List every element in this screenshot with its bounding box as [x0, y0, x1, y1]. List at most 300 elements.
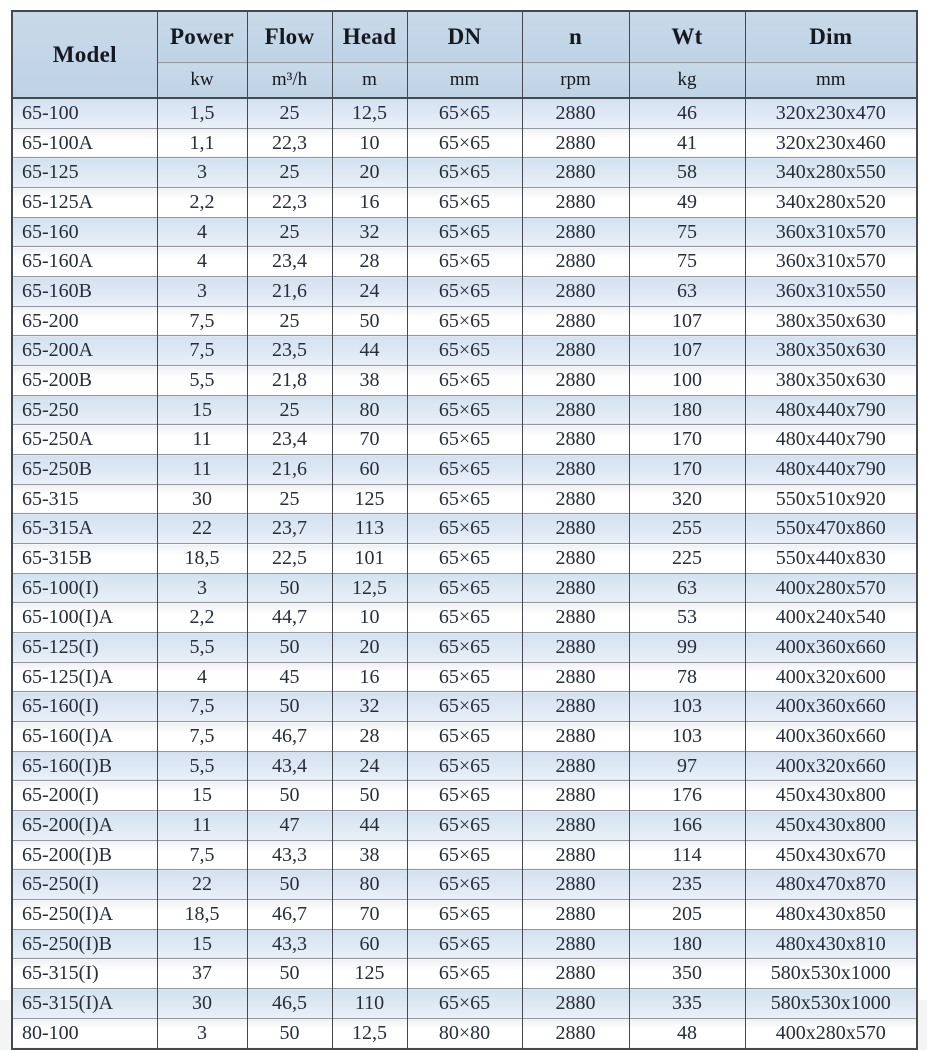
cell-flow: 50	[247, 573, 332, 603]
cell-power: 1,1	[157, 128, 247, 158]
cell-model: 65-125A	[12, 188, 157, 218]
cell-dim: 360x310x570	[745, 217, 917, 247]
table-row-partial	[12, 1018, 917, 1048]
header-head: Head	[332, 11, 407, 63]
cell-dim: 480x430x850	[745, 900, 917, 930]
cell-dn: 65×65	[407, 128, 522, 158]
cell-model: 65-315(I)A	[12, 989, 157, 1019]
cell-wt: 166	[629, 811, 745, 841]
cell-model: 65-315(I)	[12, 959, 157, 989]
cell-dim: 580x530x1000	[745, 989, 917, 1019]
cell-wt: 255	[629, 514, 745, 544]
table-row	[12, 811, 917, 841]
cell-head: 12,5	[332, 98, 407, 128]
cell-wt: 103	[629, 692, 745, 722]
cell-model: 65-200A	[12, 336, 157, 366]
cell-dn: 65×65	[407, 722, 522, 752]
cell-model: 65-160(I)B	[12, 751, 157, 781]
cell-model: 65-160	[12, 217, 157, 247]
cell-head: 125	[332, 959, 407, 989]
cell-flow: 46,7	[247, 722, 332, 752]
cell-wt: 107	[629, 306, 745, 336]
cell-n: 2880	[522, 277, 629, 307]
cell-wt: 48	[629, 1018, 745, 1048]
cell-head: 10	[332, 128, 407, 158]
cell-n: 2880	[522, 336, 629, 366]
cell-n: 2880	[522, 781, 629, 811]
cell-wt: 99	[629, 633, 745, 663]
cell-flow: 23,7	[247, 514, 332, 544]
cell-head: 50	[332, 781, 407, 811]
cell-model: 65-200	[12, 306, 157, 336]
cell-dim: 480x440x790	[745, 455, 917, 485]
table-row	[12, 989, 917, 1019]
cell-head: 38	[332, 840, 407, 870]
cell-model: 65-315B	[12, 544, 157, 574]
cell-dim: 320x230x460	[745, 128, 917, 158]
cell-head: 44	[332, 336, 407, 366]
cell-power: 11	[157, 425, 247, 455]
cell-power: 15	[157, 395, 247, 425]
cell-n: 2880	[522, 395, 629, 425]
cell-dn: 65×65	[407, 158, 522, 188]
unit-head: m	[332, 63, 407, 99]
cell-dn: 65×65	[407, 217, 522, 247]
cell-wt: 97	[629, 751, 745, 781]
cell-wt: 350	[629, 959, 745, 989]
cell-dn: 65×65	[407, 573, 522, 603]
cell-flow: 25	[247, 306, 332, 336]
cell-wt: 100	[629, 366, 745, 396]
cell-wt: 75	[629, 217, 745, 247]
unit-n: rpm	[522, 63, 629, 99]
cell-wt: 103	[629, 722, 745, 752]
cell-head: 32	[332, 692, 407, 722]
cell-dn: 65×65	[407, 900, 522, 930]
cell-dim: 380x350x630	[745, 336, 917, 366]
cell-power: 7,5	[157, 840, 247, 870]
cell-dim: 580x530x1000	[745, 959, 917, 989]
table-row	[12, 544, 917, 574]
cell-wt: 49	[629, 188, 745, 218]
cell-power: 18,5	[157, 900, 247, 930]
table-row	[12, 751, 917, 781]
cell-power: 3	[157, 573, 247, 603]
cell-power: 3	[157, 158, 247, 188]
cell-dim: 480x470x870	[745, 870, 917, 900]
cell-model: 65-250B	[12, 455, 157, 485]
cell-model: 65-100(I)	[12, 573, 157, 603]
cell-flow: 50	[247, 692, 332, 722]
table-row	[12, 336, 917, 366]
table-row	[12, 366, 917, 396]
cell-model: 65-125(I)	[12, 633, 157, 663]
cell-dn: 65×65	[407, 395, 522, 425]
cell-head: 125	[332, 484, 407, 514]
cell-power: 4	[157, 247, 247, 277]
cell-n: 2880	[522, 514, 629, 544]
cell-dim: 480x440x790	[745, 425, 917, 455]
cell-dn: 65×65	[407, 989, 522, 1019]
cell-dn: 65×65	[407, 840, 522, 870]
cell-wt: 180	[629, 929, 745, 959]
cell-n: 2880	[522, 544, 629, 574]
unit-dn: mm	[407, 63, 522, 99]
cell-power: 7,5	[157, 722, 247, 752]
cell-n: 2880	[522, 870, 629, 900]
cell-dn: 65×65	[407, 366, 522, 396]
cell-model: 65-100A	[12, 128, 157, 158]
cell-flow: 43,3	[247, 929, 332, 959]
cell-power: 4	[157, 662, 247, 692]
cell-flow: 21,8	[247, 366, 332, 396]
cell-dim: 400x280x570	[745, 573, 917, 603]
cell-wt: 205	[629, 900, 745, 930]
cell-n: 2880	[522, 247, 629, 277]
cell-model: 65-200(I)B	[12, 840, 157, 870]
cell-dn: 65×65	[407, 98, 522, 128]
cell-dim: 400x360x660	[745, 692, 917, 722]
cell-wt: 335	[629, 989, 745, 1019]
cell-dn: 65×65	[407, 603, 522, 633]
cell-model: 65-250	[12, 395, 157, 425]
cell-head: 80	[332, 870, 407, 900]
table-row	[12, 959, 917, 989]
cell-dim: 400x240x540	[745, 603, 917, 633]
cell-wt: 114	[629, 840, 745, 870]
cell-model: 65-315A	[12, 514, 157, 544]
cell-wt: 75	[629, 247, 745, 277]
cell-dn: 65×65	[407, 514, 522, 544]
cell-flow: 25	[247, 217, 332, 247]
cell-flow: 45	[247, 662, 332, 692]
cell-flow: 46,5	[247, 989, 332, 1019]
table-row	[12, 929, 917, 959]
cell-dn: 65×65	[407, 662, 522, 692]
unit-flow: m³/h	[247, 63, 332, 99]
cell-wt: 235	[629, 870, 745, 900]
table-row	[12, 840, 917, 870]
cell-model: 65-160(I)	[12, 692, 157, 722]
cell-power: 22	[157, 514, 247, 544]
cell-model: 65-100	[12, 98, 157, 128]
cell-n: 2880	[522, 573, 629, 603]
cell-flow: 23,4	[247, 247, 332, 277]
cell-flow: 23,5	[247, 336, 332, 366]
cell-n: 2880	[522, 484, 629, 514]
cell-power: 11	[157, 455, 247, 485]
cell-wt: 170	[629, 425, 745, 455]
cell-power: 15	[157, 781, 247, 811]
cell-power: 30	[157, 989, 247, 1019]
cell-dn: 65×65	[407, 188, 522, 218]
cell-dim: 360x310x570	[745, 247, 917, 277]
cell-power: 15	[157, 929, 247, 959]
cell-n: 2880	[522, 1018, 629, 1048]
cell-head: 28	[332, 722, 407, 752]
cell-model: 65-250(I)B	[12, 929, 157, 959]
table-row	[12, 128, 917, 158]
cell-flow: 43,4	[247, 751, 332, 781]
cell-dim: 550x470x860	[745, 514, 917, 544]
cell-head: 20	[332, 158, 407, 188]
cell-head: 70	[332, 425, 407, 455]
cell-head: 101	[332, 544, 407, 574]
cell-model: 65-160(I)A	[12, 722, 157, 752]
cell-n: 2880	[522, 98, 629, 128]
cell-dim: 400x360x660	[745, 633, 917, 663]
cell-dim: 480x440x790	[745, 395, 917, 425]
table-row	[12, 247, 917, 277]
cell-flow: 25	[247, 158, 332, 188]
cell-flow: 50	[247, 781, 332, 811]
cell-flow: 22,5	[247, 544, 332, 574]
cell-dn: 65×65	[407, 425, 522, 455]
cell-model: 65-125	[12, 158, 157, 188]
cell-power: 37	[157, 959, 247, 989]
cell-model: 65-250(I)	[12, 870, 157, 900]
cell-model: 65-315	[12, 484, 157, 514]
cell-power: 2,2	[157, 188, 247, 218]
header-model: Model	[12, 11, 157, 98]
table-row	[12, 455, 917, 485]
cell-head: 44	[332, 811, 407, 841]
cell-dim: 450x430x800	[745, 781, 917, 811]
cell-flow: 46,7	[247, 900, 332, 930]
cell-flow: 50	[247, 870, 332, 900]
cell-dn: 65×65	[407, 247, 522, 277]
cell-head: 70	[332, 900, 407, 930]
cell-dim: 480x430x810	[745, 929, 917, 959]
table-row	[12, 722, 917, 752]
cell-n: 2880	[522, 217, 629, 247]
cell-head: 20	[332, 633, 407, 663]
cell-dn: 65×65	[407, 277, 522, 307]
cell-n: 2880	[522, 455, 629, 485]
cell-model: 65-200(I)	[12, 781, 157, 811]
header-wt: Wt	[629, 11, 745, 63]
cell-n: 2880	[522, 188, 629, 218]
cell-n: 2880	[522, 633, 629, 663]
cell-dim: 340x280x520	[745, 188, 917, 218]
cell-flow: 21,6	[247, 455, 332, 485]
cell-dn: 65×65	[407, 633, 522, 663]
cell-dn: 80×80	[407, 1018, 522, 1048]
cell-power: 5,5	[157, 751, 247, 781]
cell-n: 2880	[522, 425, 629, 455]
cell-power: 7,5	[157, 306, 247, 336]
cell-model: 65-250(I)A	[12, 900, 157, 930]
header-dim: Dim	[745, 11, 917, 63]
header-power: Power	[157, 11, 247, 63]
table-row	[12, 603, 917, 633]
cell-wt: 170	[629, 455, 745, 485]
cell-dim: 380x350x630	[745, 366, 917, 396]
cell-dim: 450x430x670	[745, 840, 917, 870]
cell-head: 16	[332, 662, 407, 692]
cell-power: 7,5	[157, 336, 247, 366]
cell-n: 2880	[522, 306, 629, 336]
table-row	[12, 98, 917, 128]
cell-dim: 340x280x550	[745, 158, 917, 188]
cell-n: 2880	[522, 929, 629, 959]
cell-head: 60	[332, 455, 407, 485]
cell-dim: 550x440x830	[745, 544, 917, 574]
table-row	[12, 573, 917, 603]
cell-n: 2880	[522, 811, 629, 841]
table-row	[12, 395, 917, 425]
cell-power: 7,5	[157, 692, 247, 722]
cell-flow: 22,3	[247, 128, 332, 158]
cell-dn: 65×65	[407, 692, 522, 722]
cell-head: 110	[332, 989, 407, 1019]
cell-power: 2,2	[157, 603, 247, 633]
cell-dn: 65×65	[407, 455, 522, 485]
cell-wt: 58	[629, 158, 745, 188]
cell-head: 10	[332, 603, 407, 633]
cell-head: 12,5	[332, 573, 407, 603]
cell-flow: 43,3	[247, 840, 332, 870]
table-row	[12, 277, 917, 307]
cell-flow: 23,4	[247, 425, 332, 455]
cell-dim: 450x430x800	[745, 811, 917, 841]
cell-n: 2880	[522, 366, 629, 396]
cell-flow: 47	[247, 811, 332, 841]
cell-model: 65-200(I)A	[12, 811, 157, 841]
cell-flow: 25	[247, 395, 332, 425]
cell-head: 24	[332, 277, 407, 307]
cell-model: 65-250A	[12, 425, 157, 455]
cell-wt: 180	[629, 395, 745, 425]
cell-head: 113	[332, 514, 407, 544]
cell-model: 80-100	[12, 1018, 157, 1048]
table-row	[12, 900, 917, 930]
table-row	[12, 217, 917, 247]
cell-dim: 550x510x920	[745, 484, 917, 514]
cell-power: 18,5	[157, 544, 247, 574]
cell-flow: 50	[247, 1018, 332, 1048]
table-row	[12, 692, 917, 722]
cell-wt: 41	[629, 128, 745, 158]
cell-wt: 78	[629, 662, 745, 692]
cell-model: 65-125(I)A	[12, 662, 157, 692]
cell-head: 12,5	[332, 1018, 407, 1048]
unit-power: kw	[157, 63, 247, 99]
header-n: n	[522, 11, 629, 63]
cell-power: 4	[157, 217, 247, 247]
cell-wt: 53	[629, 603, 745, 633]
cell-dim: 400x320x660	[745, 751, 917, 781]
cell-flow: 25	[247, 98, 332, 128]
cell-dim: 360x310x550	[745, 277, 917, 307]
cell-head: 50	[332, 306, 407, 336]
cell-head: 28	[332, 247, 407, 277]
cell-power: 5,5	[157, 366, 247, 396]
cell-flow: 21,6	[247, 277, 332, 307]
cell-n: 2880	[522, 840, 629, 870]
cell-dn: 65×65	[407, 929, 522, 959]
cell-wt: 225	[629, 544, 745, 574]
cell-n: 2880	[522, 692, 629, 722]
cell-head: 24	[332, 751, 407, 781]
header-dn: DN	[407, 11, 522, 63]
cell-model: 65-200B	[12, 366, 157, 396]
cell-dim: 400x320x600	[745, 662, 917, 692]
cell-dn: 65×65	[407, 751, 522, 781]
cell-n: 2880	[522, 128, 629, 158]
cell-flow: 50	[247, 633, 332, 663]
cell-head: 32	[332, 217, 407, 247]
pump-spec-table	[11, 10, 918, 1050]
cell-dim: 320x230x470	[745, 98, 917, 128]
cell-power: 3	[157, 1018, 247, 1048]
unit-wt: kg	[629, 63, 745, 99]
cell-flow: 22,3	[247, 188, 332, 218]
cell-n: 2880	[522, 722, 629, 752]
cell-n: 2880	[522, 959, 629, 989]
unit-dim: mm	[745, 63, 917, 99]
cell-power: 22	[157, 870, 247, 900]
cell-head: 60	[332, 929, 407, 959]
cell-flow: 50	[247, 959, 332, 989]
table-header	[12, 11, 917, 98]
cell-dim: 400x280x570	[745, 1018, 917, 1048]
table-row	[12, 870, 917, 900]
cell-head: 16	[332, 188, 407, 218]
cell-wt: 107	[629, 336, 745, 366]
cell-head: 38	[332, 366, 407, 396]
cell-dn: 65×65	[407, 811, 522, 841]
header-flow: Flow	[247, 11, 332, 63]
cell-n: 2880	[522, 158, 629, 188]
table-row	[12, 781, 917, 811]
cell-n: 2880	[522, 989, 629, 1019]
cell-n: 2880	[522, 751, 629, 781]
cell-power: 1,5	[157, 98, 247, 128]
cell-dn: 65×65	[407, 959, 522, 989]
cell-model: 65-160A	[12, 247, 157, 277]
table-body	[12, 98, 917, 1049]
cell-wt: 176	[629, 781, 745, 811]
cell-power: 3	[157, 277, 247, 307]
table-row	[12, 306, 917, 336]
table-row	[12, 158, 917, 188]
cell-dim: 400x360x660	[745, 722, 917, 752]
cell-n: 2880	[522, 603, 629, 633]
cell-model: 65-160B	[12, 277, 157, 307]
table-row	[12, 425, 917, 455]
cell-wt: 63	[629, 277, 745, 307]
cell-power: 5,5	[157, 633, 247, 663]
cell-dn: 65×65	[407, 781, 522, 811]
cell-dn: 65×65	[407, 870, 522, 900]
cell-dn: 65×65	[407, 306, 522, 336]
table-row	[12, 633, 917, 663]
cell-flow: 44,7	[247, 603, 332, 633]
cell-dn: 65×65	[407, 484, 522, 514]
cell-wt: 320	[629, 484, 745, 514]
cell-power: 30	[157, 484, 247, 514]
cell-head: 80	[332, 395, 407, 425]
cell-dn: 65×65	[407, 544, 522, 574]
table-row	[12, 484, 917, 514]
cell-model: 65-100(I)A	[12, 603, 157, 633]
cell-n: 2880	[522, 900, 629, 930]
table-row	[12, 662, 917, 692]
table-row	[12, 188, 917, 218]
cell-wt: 63	[629, 573, 745, 603]
cell-dn: 65×65	[407, 336, 522, 366]
